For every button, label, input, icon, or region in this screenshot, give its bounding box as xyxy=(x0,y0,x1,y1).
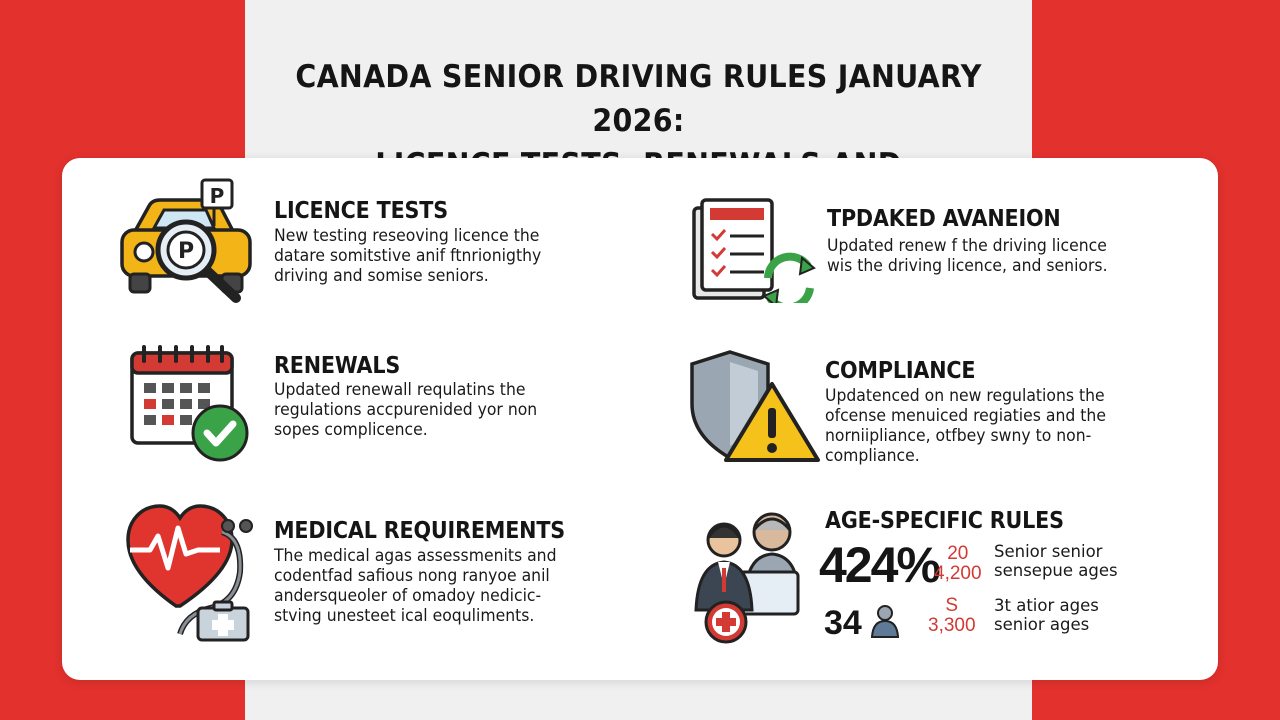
text-line: stving unesteet ical eoquliments. xyxy=(274,606,535,626)
renewal-top-heading: TPDAKED AVANEION xyxy=(827,206,1061,232)
age-stat-1-red xyxy=(934,544,982,584)
age-stat-1-value: 424% xyxy=(819,537,939,593)
age-stat-2-desc xyxy=(994,596,1099,634)
text-line: wis the driving licence, and seniors. xyxy=(827,256,1108,276)
text-line: Updated renew f the driving licence xyxy=(827,236,1107,256)
renewals-heading: RENEWALS xyxy=(274,353,401,379)
car-magnifier-parking-icon xyxy=(114,178,259,303)
medical-text xyxy=(274,546,556,626)
text-line: sensepue ages xyxy=(994,561,1118,580)
compliance-text xyxy=(825,386,1106,466)
text-line: regulations accpurenided yor non xyxy=(274,400,538,420)
text-line: Updated renewall requlatins the xyxy=(274,380,526,400)
shield-warning-icon xyxy=(688,348,828,466)
text-line: Senior senior xyxy=(994,542,1103,561)
licence-tests-heading: LICENCE TESTS xyxy=(274,198,448,224)
title-line-1: CANADA SENIOR DRIVING RULES JANUARY 2026: xyxy=(295,59,982,139)
text-line: The medical agas assessmenits and xyxy=(274,546,557,566)
age-stat-2-red xyxy=(928,596,976,636)
age-stat-2-value: 34 xyxy=(824,604,862,642)
text-line: datare somitstive anif ftnrionigthy xyxy=(274,246,542,266)
red-number: 20 xyxy=(947,543,969,564)
text-line: New testing reseoving licence the xyxy=(274,226,540,246)
age-specific-heading: AGE-SPECIFIC RULES xyxy=(825,508,1064,534)
renewal-top-text xyxy=(827,236,1108,276)
svg-text:P: P xyxy=(177,239,195,264)
seniors-medical-icon xyxy=(690,510,810,645)
red-number: 4,200 xyxy=(934,563,982,584)
text-line: norniipliance, otfbey swny to non- xyxy=(825,426,1092,446)
text-line: driving and somise seniors. xyxy=(274,266,489,286)
svg-text:P: P xyxy=(209,184,225,208)
compliance-heading: COMPLIANCE xyxy=(825,358,976,384)
licence-tests-text xyxy=(274,226,541,286)
document-renew-icon xyxy=(690,198,825,303)
red-number: 3,300 xyxy=(928,615,976,636)
heart-stethoscope-icon xyxy=(124,498,274,643)
text-line: 3t atior ages xyxy=(994,596,1099,615)
person-icon xyxy=(870,604,900,638)
text-line: codentfad safious nong ranyoe anil xyxy=(274,566,550,586)
medical-heading: MEDICAL REQUIREMENTS xyxy=(274,518,565,544)
red-number: S xyxy=(945,595,959,616)
text-line: sopes complicence. xyxy=(274,420,428,440)
text-line: ofcense menuiced regiaties and the xyxy=(825,406,1106,426)
info-card xyxy=(62,158,1218,680)
text-line: senior ages xyxy=(994,615,1090,634)
text-line: compliance. xyxy=(825,446,920,466)
age-stat-1-desc xyxy=(994,542,1118,580)
text-line: andersqueoler of omadoy nedicic- xyxy=(274,586,542,606)
text-line: Updatenced on new regulations the xyxy=(825,386,1105,406)
calendar-check-icon xyxy=(128,343,258,468)
renewals-text xyxy=(274,380,537,440)
